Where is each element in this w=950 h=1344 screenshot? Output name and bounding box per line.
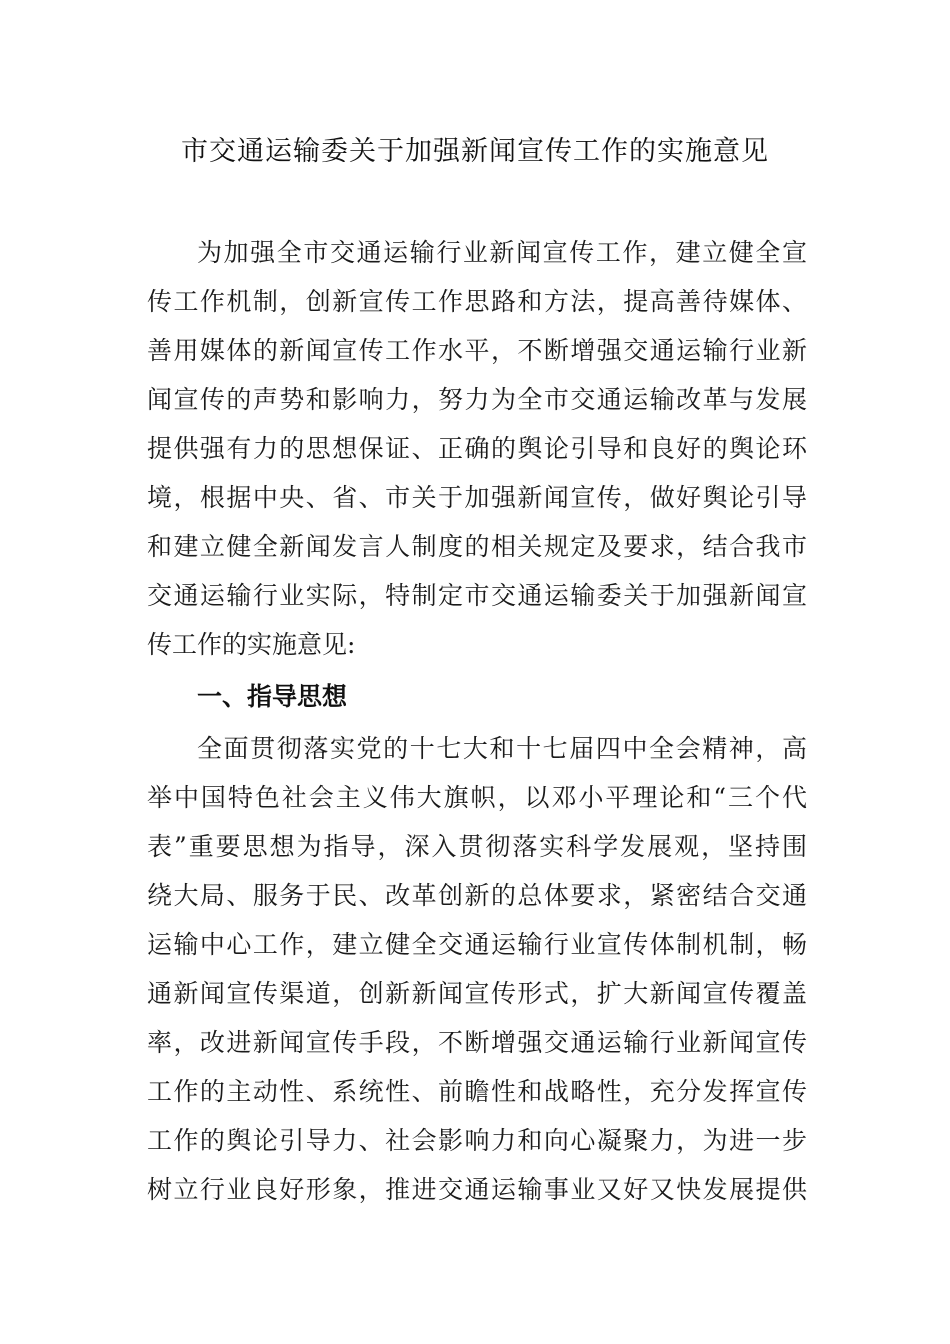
section-line: 工作的主动性、系统性、前瞻性和战略性，充分发挥宣传 (147, 1077, 807, 1106)
section-line: 绕大局、服务于民、改革创新的总体要求，紧密结合交通 (147, 881, 807, 910)
intro-line: 和建立健全新闻发言人制度的相关规定及要求，结合我市 (147, 532, 807, 561)
section-line: 全面贯彻落实党的十七大和十七届四中全会精神，高 (197, 734, 807, 763)
section-line: 通新闻宣传渠道，创新新闻宣传形式，扩大新闻宣传覆盖 (147, 979, 807, 1008)
intro-line: 善用媒体的新闻宣传工作水平，不断增强交通运输行业新 (147, 336, 807, 365)
section-line: 运输中心工作，建立健全交通运输行业宣传体制机制，畅 (147, 930, 807, 959)
section-line: 举中国特色社会主义伟大旗帜，以邓小平理论和“三个代 (147, 783, 807, 812)
section-line: 树立行业良好形象，推进交通运输事业又好又快发展提供 (147, 1175, 807, 1204)
intro-line: 闻宣传的声势和影响力，努力为全市交通运输改革与发展 (147, 385, 807, 414)
intro-line: 交通运输行业实际，特制定市交通运输委关于加强新闻宣 (147, 581, 807, 610)
intro-line: 为加强全市交通运输行业新闻宣传工作，建立健全宣 (197, 238, 807, 267)
section-heading: 一、指导思想 (197, 682, 348, 711)
intro-line: 提供强有力的思想保证、正确的舆论引导和良好的舆论环 (147, 434, 807, 463)
intro-line: 传工作机制，创新宣传工作思路和方法，提高善待媒体、 (147, 287, 807, 316)
intro-line: 传工作的实施意见: (147, 630, 356, 659)
section-line: 率，改进新闻宣传手段，不断增强交通运输行业新闻宣传 (147, 1028, 807, 1057)
section-line: 表”重要思想为指导，深入贯彻落实科学发展观，坚持围 (147, 832, 807, 861)
document-title: 市交通运输委关于加强新闻宣传工作的实施意见 (181, 136, 769, 167)
intro-line: 境，根据中央、省、市关于加强新闻宣传，做好舆论引导 (147, 483, 807, 512)
section-line: 工作的舆论引导力、社会影响力和向心凝聚力，为进一步 (147, 1126, 807, 1155)
